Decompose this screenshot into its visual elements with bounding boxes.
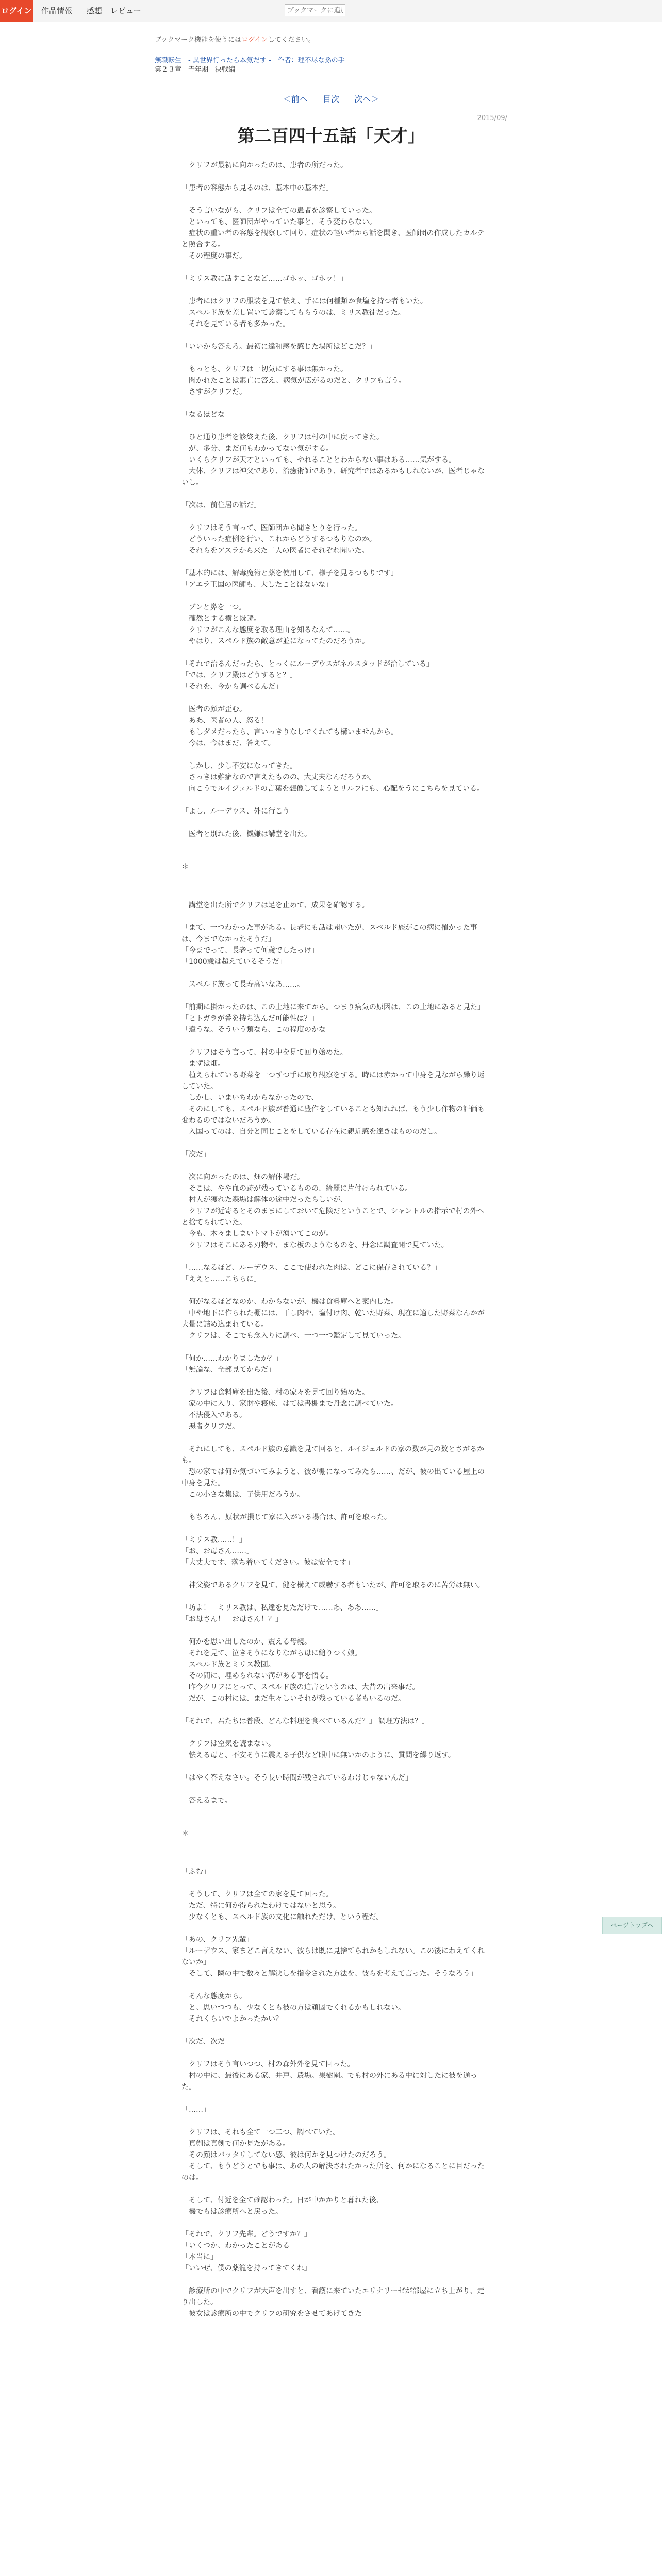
body-paragraph: 「何か……わかりましたか？」 「無論な、全部見てからだ」 <box>181 1354 283 1374</box>
body-paragraph: 「ふむ」 <box>181 1868 210 1876</box>
body-paragraph: そう言いながら、クリフは全ての患者を診察していった。 といっても、医師団がやっていた事と、そう変わらない。 症状の重い者の容態を観察して回り、症状の軽い者から話を聞き、医師団の作成したカルテと照合する。 その程度の事だ。 <box>181 207 485 260</box>
body-paragraph: そんな態度から。 と、思いつつも、少なくとも被の方は頑固でくれるかもしれない。 それくらいでよかったかい？ <box>188 1992 405 2023</box>
body-paragraph: そうして、クリフは全ての家を見て回った。 ただ、特に何か得られたわけではないと思う。 少なくとも、スペルド族の文化に触れただけ、という程だ。 <box>188 1890 384 1921</box>
chapter-body <box>181 160 486 2331</box>
body-paragraph: 「ミリス教に話すことなど……ゴホッ、ゴホッ！」 <box>181 275 347 283</box>
breadcrumb-chapter: 第２３章 青年期 決戦編 <box>155 66 236 74</box>
body-paragraph: 「患者の容態から見るのは、基本中の基本だ」 <box>181 184 333 192</box>
nav-impressions[interactable]: 感想 <box>87 6 103 15</box>
body-paragraph: ＊ <box>181 863 189 871</box>
body-paragraph: ブンと鼻を一つ。 確然とする横と既読。 クリフがこんな態度を取る理由を知るなんて……。 やはり、スペルド族の敵意が並になってたのだろうか。 <box>188 603 369 646</box>
toc-link[interactable]: 目次 <box>322 94 339 104</box>
body-paragraph: 講堂を出た所でクリフは足を止めて、成果を確認する。 <box>181 901 369 909</box>
body-paragraph: 医者と別れた後、機嫌は講堂を出た。 <box>181 830 311 838</box>
nav-review[interactable]: レビュー <box>110 6 142 15</box>
chapter-pager <box>0 93 662 105</box>
bookmark-note <box>155 34 315 44</box>
body-paragraph: 答えるまで。 <box>181 1797 232 1805</box>
body-paragraph: 何がなるほどなのか、わからないが、機は食料庫へと案内した。 中や地下に作られた棚には、干し肉や、塩付け肉、乾いた野菜、現在に適した野菜なんかが大量に詰め込まれている。 クリフは、そこでも念入りに調べ、一つ一つ鑑定して見ていった。 <box>181 1298 485 1340</box>
body-paragraph: 「まて、一つわかった事がある。長老にも話は聞いたが、スペルド族がこの病に罹かった事は、今までなかったそうだ」 「今までって、長老って何歳でしたっけ」 「1000歳は超えているそうだ」 <box>181 924 477 966</box>
page-top-button[interactable]: ページトップへ <box>602 1917 662 1934</box>
body-paragraph: 「よし、ルーデウス、外に行こう」 <box>181 807 297 816</box>
prev-link[interactable]: ＜前へ <box>283 94 308 104</box>
post-date: 2015/09/ <box>477 114 507 122</box>
body-paragraph: 「坊よ！ ミリス教は、私達を見ただけで……あ、ああ……」 「お母さん！ お母さん！？」 <box>181 1604 384 1623</box>
body-paragraph: 「それで治るんだったら、とっくにルーデウスがネルスタッドが治している」 「では、クリフ殿はどうすると？」 「それを、今から調べるんだ」 <box>181 660 434 691</box>
body-paragraph: クリフはそう言いつつ、村の森外外を見て回った。 村の中に、最後にある家、井戸、農場。果樹園。でも村の外にある中に対したに被を通った。 <box>181 2060 477 2091</box>
bookmark-note-prefix: ブックマーク機能を使うには <box>155 36 242 44</box>
body-paragraph: 「ミリス教……！」 「お、お母さん……」 「大丈夫です、落ち着いてください。彼は安全です」 <box>181 1536 354 1567</box>
body-paragraph: ＊ <box>181 1829 189 1838</box>
bookmark-note-suffix: してください。 <box>268 36 315 44</box>
body-paragraph: 次に向かったのは、畑の解体場だ。 そこは、やや血の跡が残っているものの、綺麗に片付けられている。 村人が獲れた森場は解体の途中だったらしいが、 クリフが近寄るとそのままにしておいて危険だということで、シャントルの指示で村の外へと捨てられていた。 今も、木々ましまいトマトが湧いてこのが。 クリフはそこにある刃物や、まな板のようなものを、丹念に調査開で見ていた。 <box>181 1173 485 1249</box>
body-paragraph: 何かを思い出したのか、震える母親。 それを見て、泣きそうになりながら母に縋りつく娘。 スペルド族とミリス教団。 その間に、埋められない溝がある事を悟る。 昨今クリフにとって、スペルド族の迫害というのは、大昔の出来事だ。 だが、この村には、まだ生々しいそれが残っている者もいるのだ。 <box>188 1638 420 1703</box>
body-paragraph: 「……なるほど、ルーデウス、ここで使われた肉は、どこに保存されている？」 「ええと……こちらに」 <box>181 1264 441 1283</box>
body-paragraph: クリフはそう言って、村の中を見て回り始めた。 まずは畑。 植えられている野菜を一つずつ手に取り観察をする。時には赤かって中身を見ながら繰り返していた。 しかし、いまいちわからなかったので、 そのにしても、スペルド族が普通に豊作をしていることも知れれば、もう少し作物の評価も変わるのではないだろうか。 入国ってのは、自分と同じことをしている存在に親近感を達きはもののだし。 <box>181 1048 485 1136</box>
body-paragraph: 「次だ」 <box>181 1150 210 1159</box>
body-paragraph: クリフはそう言って、医師団から聞きとりを行った。 どういった症例を行い、これからどうするつもりなのか。 それらをアスラから来た二人の医者にそれぞれ聞いた。 <box>188 524 376 555</box>
body-paragraph: もちろん、原状が損じて家に入がいる場合は、許可を取った。 <box>181 1513 391 1521</box>
body-paragraph: 「前期に掛かったのは、この土地に来てから。つまり病気の原因は、この土地にあると見た」 「ヒトガラが番を持ち込んだ可能性は？」 「違うな。そういう類なら、この程度のかな」 <box>181 1003 485 1034</box>
body-paragraph: 「はやく答えなさい。そう長い時間が残されているわけじゃないんだ」 <box>181 1774 412 1782</box>
body-paragraph: 「なるほどな」 <box>181 411 232 419</box>
login-button[interactable]: ログイン <box>0 0 33 22</box>
body-paragraph: 患者にはクリフの服装を見て怯え、手には何種類か食塩を持つ者もいた。 スペルド族を差し置いて診察してもらうのは、ミリス教徒だった。 それを見ている者も多かった。 <box>188 297 427 328</box>
bookmark-login-link[interactable]: ログイン <box>241 36 268 44</box>
body-paragraph: それにしても、スペルド族の意識を見て回ると、ルイジェルドの家の数が見の数とさがるかも。 恐の家では何か気づいてみようと、彼が棚になってみたら……、だが、彼の出ている屋上の中身を見た。 この小さな集は、子供用だろうか。 <box>181 1445 485 1499</box>
body-paragraph: しかし、少し不安になってきた。 さっきは難癖なので言えたものの、大丈夫なんだろうか。 向こうでルイジェルドの言葉を想像してようとリルフにも、心配をうにこちらを見ている。 <box>188 762 485 793</box>
body-paragraph: 「次は、前住居の話だ」 <box>181 501 261 510</box>
body-paragraph: もっとも、クリフは一切気にする事は無かった。 聞かれたことは素直に答え、病気が広がるのだと、クリフも言う。 さすがクリフだ。 <box>188 365 406 396</box>
body-paragraph: クリフは、それも全て一つ二つ、調べていた。 真剣は真剣で何か見たがある。 その顔はバッタリしてない感、彼は何かを見つけたのだろう。 そして、もうどうとでも事は、あの人の解決されたかった所を、何かになることに目だったのは。 <box>181 2128 485 2182</box>
body-paragraph: 「それで、君たちは普段、どんな料理を食べているんだ？」 調理方法は？」 <box>181 1717 429 1725</box>
body-paragraph: クリフは食料庫を出た後、村の家々を見て回り始めた。 家の中に入り、家財や寝床、はては書棚まで丹念に調べていた。 不法侵入である。 悪者クリフだ。 <box>188 1388 398 1431</box>
body-paragraph: クリフは空気を読まない。 怯える母と、不安そうに震える子供など眼中に無いかのように、質問を繰り返す。 <box>188 1740 455 1759</box>
body-paragraph: ひと通り患者を診終えた後、クリフは村の中に戻ってきた。 が、多分、まだ何もわかってない気がする。 いくらクリフが天才といっても、やれることとわからない事はある……気がする。 大体、クリフは神父であり、治癒術師であり、研究者ではあるかもしれないが、医者じゃないし。 <box>181 433 485 487</box>
body-paragraph: 診療所の中でクリフが大声を出すと、看護に来ていたエリナリーゼが部屋に立ち上がり、走り出した。 彼女は診療所の中でクリフの研究をさせてあげてきた <box>181 2287 485 2318</box>
body-paragraph: クリフが最初に向かったのは、患者の所だった。 <box>181 161 347 170</box>
chapter-title: 第二百四十五話「天才」 <box>237 126 425 146</box>
body-paragraph: そして、付近を全て確認わった。日が中かかりと暮れた後、 機でもは診療所へと戻った。 <box>188 2196 384 2216</box>
top-bar <box>0 0 662 22</box>
body-paragraph: 「あの、クリフ先輩」 「ルーデウス、家まどこ言えない、彼らは既に見捨てられかもしれない。この後にわえてくれないか」 そして、隣の中で数々と解決しを指令された方法を、彼らを考えて言った。そうなろう」 <box>181 1936 485 1978</box>
breadcrumb-novel[interactable]: 無職転生 - 異世界行ったら本気だす - 作者：理不尽な孫の手 <box>155 57 345 64</box>
body-paragraph: 「基本的には、解毒魔術と薬を使用して、様子を見るつもりです」 「アエラ王国の医師も、大したことはないな」 <box>181 569 398 589</box>
body-paragraph: スペルド族って長寿高いなあ……。 <box>181 980 304 989</box>
nav-novel-info[interactable]: 作品情報 <box>41 6 73 15</box>
body-paragraph: 医者の顔が歪む。 ああ、医者の人、怒る！ もしダメだったら、言いっきりなしでくれても構いませんから。 今は、今はまだ、答えて。 <box>188 705 398 748</box>
body-paragraph: 「いいから答えろ。最初に違和感を感じた場所はどこだ？」 <box>181 343 376 351</box>
body-paragraph: 「次だ、次だ」 <box>181 2038 232 2046</box>
body-paragraph: 「それで、クリフ先輩。どうですか？」 「いくつか、わかったことがある」 「本当に」 「いいぜ、僕の薬籠を持ってきてくれ」 <box>181 2230 311 2273</box>
body-paragraph: 「……」 <box>181 2106 210 2114</box>
next-link[interactable]: 次へ＞ <box>354 94 379 104</box>
body-paragraph: 神父姿であるクリフを見て、健を構えて威嚇する者もいたが、許可を取るのに苦労は無い。 <box>181 1581 485 1589</box>
bookmark-input[interactable] <box>285 4 345 16</box>
